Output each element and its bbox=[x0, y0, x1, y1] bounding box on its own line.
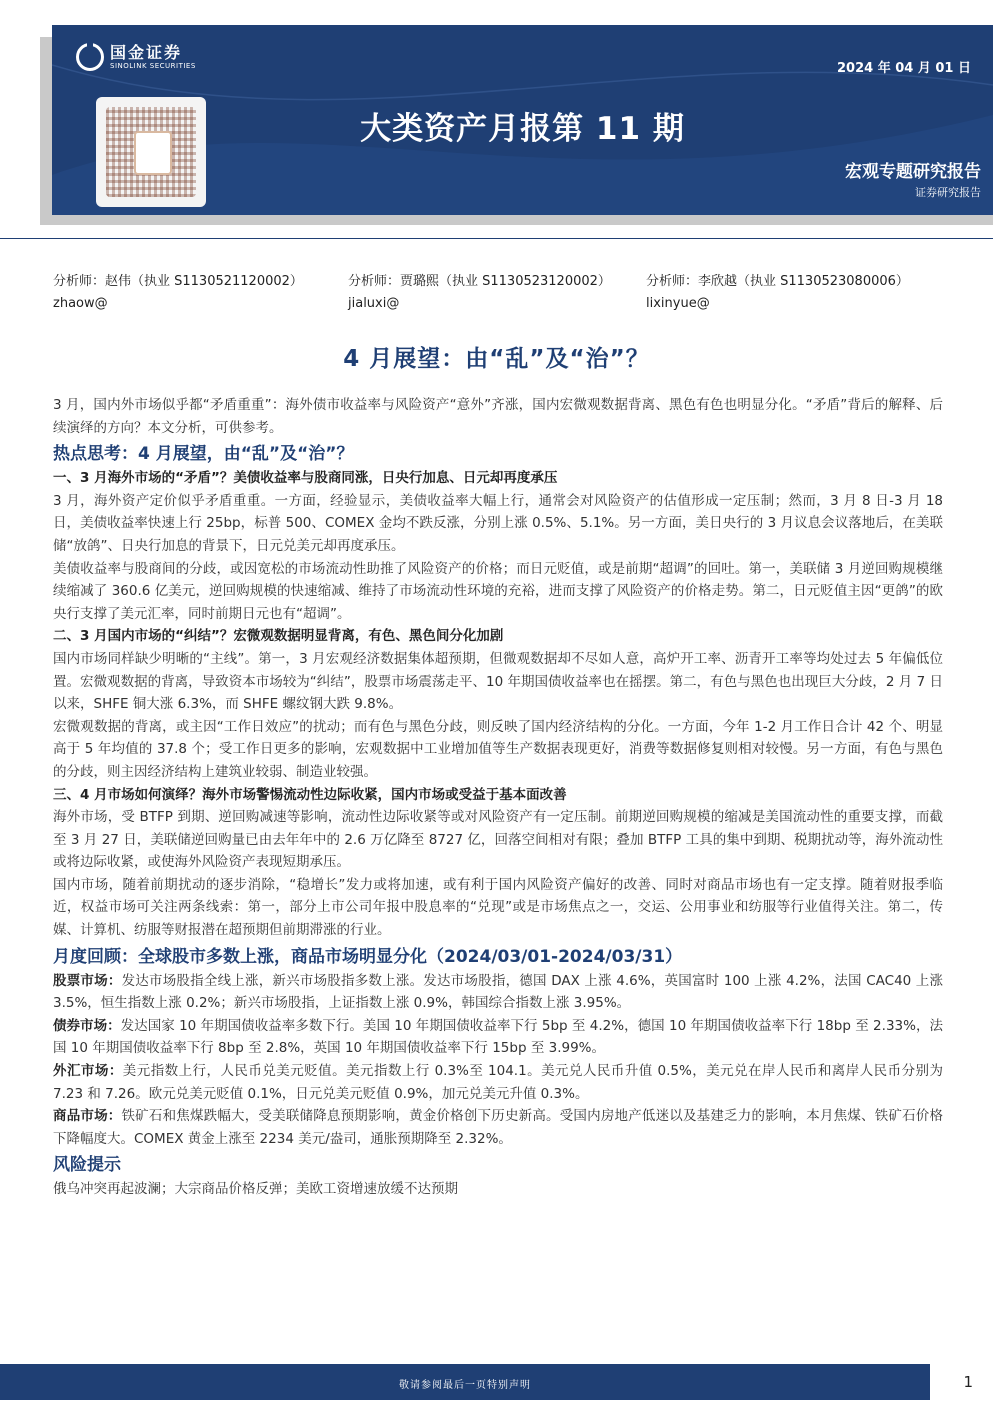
section-2-title: 二、3 月国内市场的“纠结”？宏微观数据明显背离，有色、黑色间分化加剧 bbox=[53, 628, 504, 645]
section-1-title: 一、3 月海外市场的“矛盾”？美债收益率与股商同涨，日央行加息、日元却再度承压 bbox=[53, 470, 558, 487]
market-commodity-paragraph bbox=[53, 1105, 943, 1150]
report-subtype: 证券研究报告 bbox=[915, 186, 981, 199]
market-label: 股票市场： bbox=[53, 972, 122, 989]
logo-cn-text: 国金证券 bbox=[110, 42, 183, 62]
market-text: 发达国家 10 年期国债收益率多数下行。美国 10 年期国债收益率下行 5bp 至 4.2%，德国 10 年期国债收益率下行 18bp 至 2.33%，法国 10 年期国债收益率下行 8bp 至 2.8%，英国 10 年期国债收益率下行 15bp 至 3.99%。 bbox=[53, 1017, 944, 1057]
hot-topic-title: 热点思考：4 月展望，由“乱”及“治”？ bbox=[53, 444, 354, 465]
logo-en-text: SINOLINK SECURITIES bbox=[110, 61, 196, 70]
section-1-paragraph-1: 3 月，海外资产定价似乎矛盾重重。一方面，经验显示，美债收益率大幅上行，通常会对风险资产的估值形成一定压制；然而，3 月 8 日-3 月 18 日，美债收益率快速上行 25bp，标普 500、COMEX 金均不跌反涨，分别上涨 0.5%、5.1%。另一方面，美日央行的 3 月议息会议落地后，在美联储“放鸽”、日央行加息的背景下，日元兑美元却再度承压。 bbox=[53, 492, 943, 554]
report-body bbox=[53, 394, 943, 1201]
analyst-name: 分析师：赵伟（执业 S1130521120002） bbox=[53, 274, 303, 289]
market-fx-paragraph bbox=[53, 1060, 943, 1105]
section-3-title: 三、4 月市场如何演绎？海外市场警惕流动性边际收紧，国内市场或受益于基本面改善 bbox=[53, 786, 567, 803]
market-text: 发达市场股指全线上涨，新兴市场股指多数上涨。发达市场股指，德国 DAX 上涨 4.6%，英国富时 100 上涨 4.2%，法国 CAC40 上涨 3.5%，恒生指数上涨 0.2%；新兴市场股指，上证指数上涨 0.9%，韩国综合指数上涨 3.95%。 bbox=[53, 972, 943, 1012]
report-date: 2024 年 04 月 01 日 bbox=[837, 61, 971, 76]
market-stock-paragraph bbox=[53, 970, 943, 1015]
company-logo bbox=[76, 43, 196, 71]
section-2-paragraph-2: 宏微观数据的背离，或主因“工作日效应”的扰动；而有色与黑色分歧，则反映了国内经济结构的分化。一方面，今年 1-2 月工作日合计 42 个、明显高于 5 年均值的 37.8 个；受工作日更多的影响，宏观数据中工业增加值等生产数据表现更好，消费等数据修复则相对较慢。另一方面，有色与黑色的分歧，则主因经济结构上建筑业较弱、制造业较强。 bbox=[53, 718, 943, 780]
risk-title: 风险提示 bbox=[53, 1155, 121, 1176]
market-text: 美元指数上行，人民币兑美元贬值。美元指数上行 0.3%至 104.1。美元兑人民币升值 0.5%，美元兑在岸人民币和离岸人民币分别为 7.23 和 7.26。欧元兑美元贬值 0.1%，日元兑美元贬值 0.9%，加元兑美元升值 0.3%。 bbox=[53, 1063, 943, 1102]
report-title: 大类资产月报第 11 期 bbox=[360, 111, 685, 147]
page-number: 1 bbox=[963, 1373, 973, 1391]
market-label: 商品市场： bbox=[53, 1108, 122, 1125]
market-text: 铁矿石和焦煤跌幅大，受美联储降息预期影响，黄金价格创下历史新高。受国内房地产低迷以及基建乏力的影响，本月焦煤、铁矿石价格下降幅度大。COMEX 黄金上涨至 2234 美元/盎司，通胀预期降至 2.32%。 bbox=[53, 1108, 944, 1147]
analyst-1 bbox=[53, 271, 303, 315]
section-2-paragraph-1: 国内市场同样缺少明晰的“主线”。第一，3 月宏观经济数据集体超预期，但微观数据却不尽如人意，高炉开工率、沥青开工率等均处过去 5 年偏低位置。宏微观数据的背离，导致资本市场较为“纠结”，股票市场震荡走平、10 年期国债收益率也在摇摆。第二，有色与黑色也出现巨大分歧，2 月 7 日以来，SHFE 铜大涨 6.3%，而 SHFE 螺纹钢大跌 9.8%。 bbox=[53, 650, 943, 713]
logo-icon bbox=[76, 43, 104, 71]
header-divider bbox=[0, 238, 993, 239]
section-3-paragraph-2: 国内市场，随着前期扰动的逐步消除，“稳增长”发力或将加速，或有利于国内风险资产偏好的改善、同时对商品市场也有一定支撑。随着财报季临近，权益市场可关注两条线索：第一，部分上市公司年报中股息率的“兑现”或是市场焦点之一，交运、公用事业和纺服等行业值得关注。第二，传媒、计算机、纺服等财报潜在超预期但前期滞涨的行业。 bbox=[53, 876, 943, 939]
analyst-email: jialuxi@ bbox=[348, 296, 400, 311]
analyst-email: zhaow@ bbox=[53, 296, 108, 311]
analyst-email: lixinyue@ bbox=[646, 296, 710, 311]
header-banner bbox=[52, 25, 993, 215]
market-label: 债券市场： bbox=[53, 1017, 121, 1034]
market-bond-paragraph bbox=[53, 1015, 943, 1060]
analyst-3 bbox=[646, 271, 909, 315]
report-type: 宏观专题研究报告 bbox=[845, 162, 981, 182]
section-3-paragraph-1: 海外市场，受 BTFP 到期、逆回购减速等影响，流动性边际收紧等或对风险资产有一定压制。前期逆回购规模的缩减是美国流动性的重要支撑，而截至 3 月 27 日，美联储逆回购量已由去年年中的 2.6 万亿降至 8727 亿，回落空间相对有限；叠加 BTFP 工具的集中到期、税期扰动等，海外流动性或将边际收紧，或使海外风险资产表现短期承压。 bbox=[53, 809, 943, 871]
market-label: 外汇市场： bbox=[53, 1063, 123, 1080]
section-1-paragraph-2: 美债收益率与股商间的分歧，或因宽松的市场流动性助推了风险资产的价格；而日元贬值，或是前期“超调”的回吐。第一，美联储 3 月逆回购规模继续缩减了 360.6 亿美元，逆回购规模的快速缩减、维持了市场流动性环境的充裕，进而支撑了风险资产的价格走势。第二，日元贬值主因“更鸽”的欧央行支撑了美元汇率，同时前期日元也有“超调”。 bbox=[53, 560, 943, 622]
risk-text: 俄乌冲突再起波澜；大宗商品价格反弹；美欧工资增速放缓不达预期 bbox=[53, 1181, 458, 1198]
footer-disclaimer: 敬请参阅最后一页特别声明 bbox=[399, 1380, 531, 1391]
intro-paragraph: 3 月，国内外市场似乎都“矛盾重重”：海外债市收益率与风险资产“意外”齐涨，国内宏微观数据背离、黑色有色也明显分化。“矛盾”背后的解释、后续演绎的方向？本文分析，可供参考。 bbox=[53, 397, 943, 436]
report-headline: 4 月展望：由“乱”及“治”？ bbox=[343, 346, 650, 372]
analyst-name: 分析师：贾璐熙（执业 S1130523120002） bbox=[348, 274, 611, 289]
analyst-2 bbox=[348, 271, 611, 315]
monthly-review-title: 月度回顾：全球股市多数上涨，商品市场明显分化（2024/03/01-2024/03/31） bbox=[53, 946, 683, 967]
analyst-name: 分析师：李欣越（执业 S1130523080006） bbox=[646, 274, 909, 289]
